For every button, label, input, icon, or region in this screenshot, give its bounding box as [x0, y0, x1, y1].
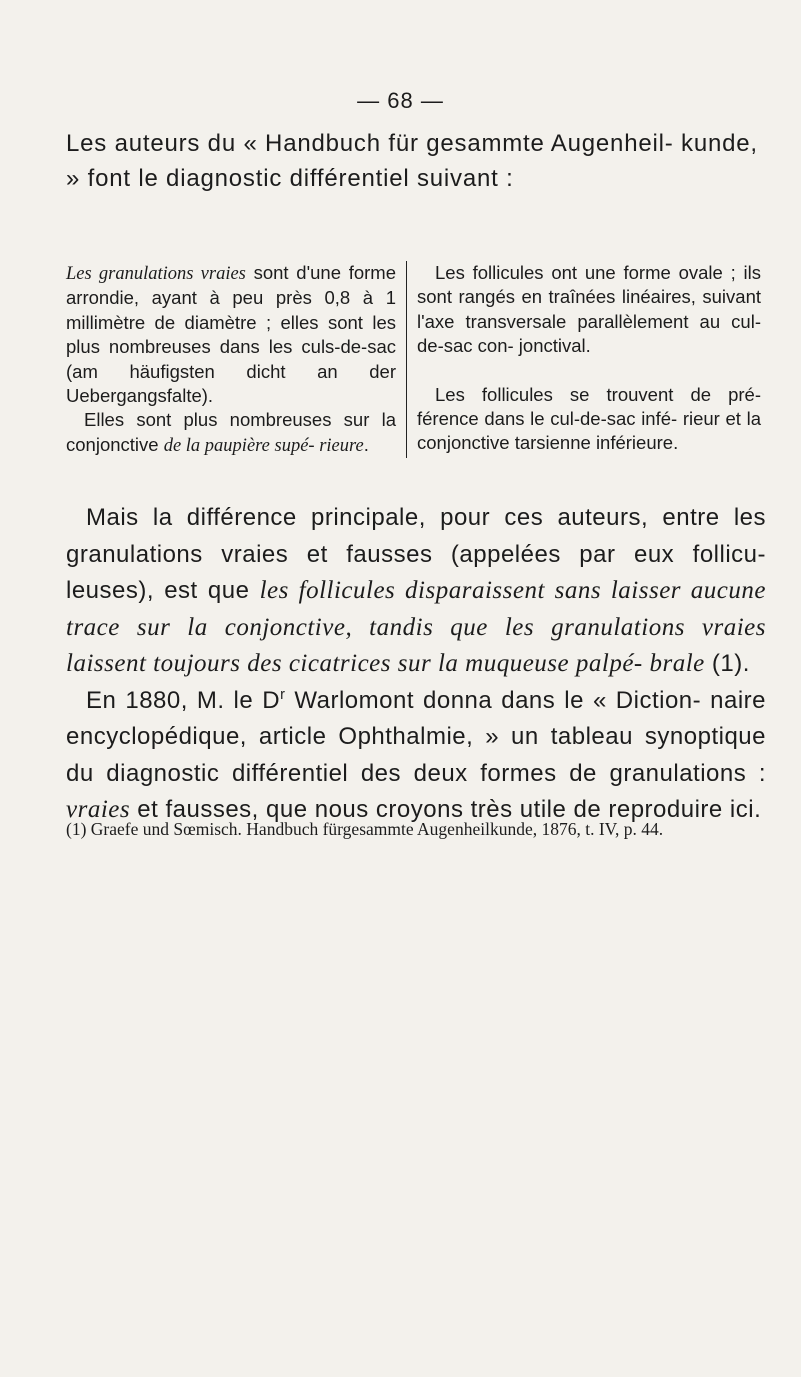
footnote: [66, 818, 766, 840]
true-granulations-description: sont d'une forme arrondie, ayant à peu près 0,8 à 1 millimètre de diamètre ; elles sont les plus nombreuses dans les culs-de-sac (am häufigsten dicht an der Uebergangsfalte).: [66, 262, 396, 407]
page-number: — 68 —: [357, 88, 444, 113]
true-granulations-paragraph-2: [66, 408, 396, 458]
warlomont-paragraph: [66, 683, 766, 829]
true-granulations-location-end: .: [363, 433, 369, 455]
true-granulations-location-italic: de la paupière supé- rieure: [163, 435, 364, 456]
warlomont-end: et fausses, que nous croyons très utile de reproduire ici.: [130, 796, 762, 823]
difference-start: Mais la différence principale, pour ces auteurs, entre les granulations vraies et fausses (appelées par eux follicu- leuses), est que: [66, 504, 766, 604]
true-granulations-paragraph-1: [66, 261, 396, 408]
difference-footnote-ref: (1).: [704, 650, 750, 677]
difference-paragraph: [66, 500, 766, 683]
vraies-italic: vraies: [66, 796, 131, 823]
column-follicles: [407, 261, 761, 458]
warlomont-middle: Warlomont donna dans le « Diction- naire encyclopédique, article Ophthalmie, » un tableau synoptique du diagnostic différentiel des deux formes de granulations :: [66, 686, 767, 787]
warlomont-start: En 1880, M. le D: [86, 686, 281, 714]
follicles-paragraph-1: Les follicules ont une forme ovale ; ils sont rangés en traînées linéaires, suivant l'axe transversale parallèlement au cul-de-sac con- jonctival.: [417, 262, 761, 357]
column-true-granulations: [66, 261, 407, 458]
difference-emphasis: les follicules disparaissent sans laisser aucune trace sur la conjonctive, tandis que les granulations vraies laissent toujours des cicatrices sur la muqueuse palpé- brale: [66, 577, 766, 677]
intro-paragraph: [66, 126, 766, 196]
main-text: [66, 500, 766, 829]
intro-text: Les auteurs du « Handbuch für gesammte Augenheil- kunde, » font le diagnostic différentiel suivant :: [66, 130, 758, 192]
true-granulations-term: Les granulations vraies: [66, 264, 246, 284]
true-granulations-location-start: Elles sont plus nombreuses sur la conjonctive: [66, 409, 396, 455]
comparison-columns: [66, 261, 766, 458]
follicles-paragraph-2: Les follicules se trouvent de pré- férence dans le cul-de-sac infé- rieur et la conjonctive tarsienne inférieure.: [417, 383, 761, 454]
footnote-text: (1) Graefe und Sœmisch. Handbuch fürgesammte Augenheilkunde, 1876, t. IV, p. 44.: [66, 819, 664, 839]
doctor-superscript: r: [280, 686, 286, 703]
